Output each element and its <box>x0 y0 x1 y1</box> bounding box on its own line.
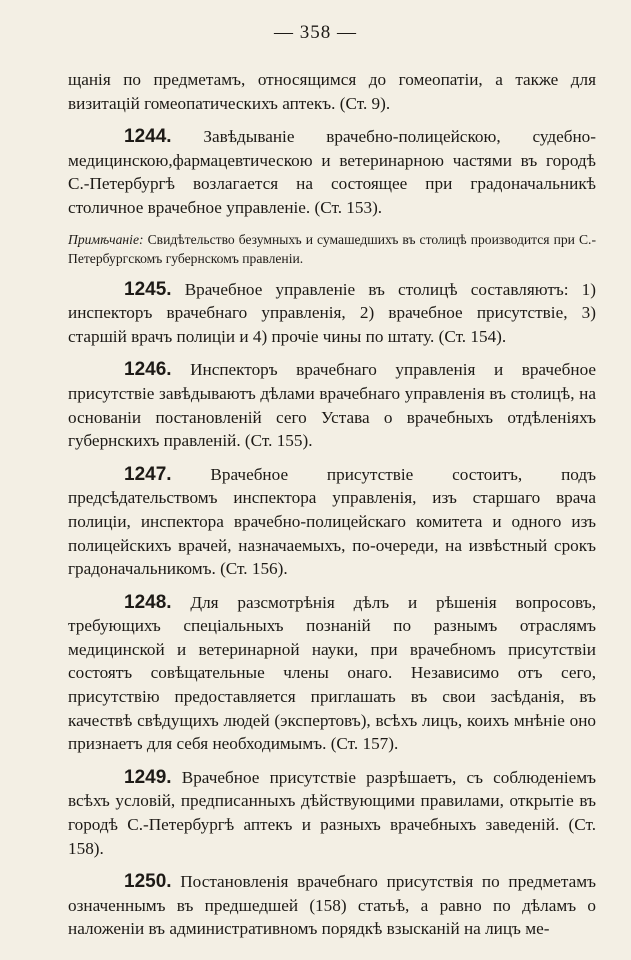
article-text: Постановленія врачебнаго присутствія по предметамъ означеннымъ въ предшедшей (158) статьѣ, а равно по дѣламъ о наложеніи въ административномъ порядкѣ взысканій на лицъ ме- <box>68 872 596 939</box>
article-number: 1244. <box>124 126 172 148</box>
article-1247 <box>68 463 596 581</box>
article-number: 1246. <box>124 359 172 381</box>
article-number: 1247. <box>124 463 172 485</box>
article-text: Для разсмотрѣнія дѣлъ и рѣшенія вопросовъ, требующихъ спеціальныхъ познаній по разнымъ отраслямъ медицинской и ветеринарной науки, при врачебномъ присутствіи состоятъ совѣщательные члены онаго. Независимо отъ сего, присутствію предоставляется приглашать въ свои засѣданія, въ качествѣ свѣдущихъ людей (экспертовъ), всѣхъ лицъ, коихъ мнѣніе оно признаетъ для себя необходимымъ. (Ст. 157). <box>68 592 596 754</box>
article-1245 <box>68 278 596 349</box>
article-text: Врачебное присутствіе состоитъ, подъ предсѣдательствомъ инспектора управленія, изъ старшаго врача полиціи, инспектора врачебно-полицейскаго комитета и одного изъ полицейскихъ врачей, назначаемыхъ, по-очереди, на извѣстный срокъ градоначальникомъ. (Ст. 156). <box>68 464 597 579</box>
article-1250 <box>68 870 596 941</box>
article-1246 <box>68 358 596 452</box>
article-number: 1248. <box>124 591 172 613</box>
article-text: Врачебное присутствіе разрѣшаетъ, съ соблюденіемъ всѣхъ условій, предписанныхъ дѣйствующими правилами, открытіе въ городѣ С.-Петербургѣ аптекъ и разныхъ врачебныхъ заведеній. (Ст. 158). <box>68 767 596 858</box>
article-text: Завѣдываніе врачебно-полицейскою, судебно-медицинскою,фармацевтическою и ветеринарною частями въ городѣ С.-Петербургѣ возлагается на состоящее при градоначальникѣ столичное врачебное управленіе. (Ст. 153). <box>68 127 597 217</box>
note-text: Свидѣтельство безумныхъ и сумашедшихъ въ столицѣ производится при С.-Петербургскомъ губернскомъ правленіи. <box>68 231 596 266</box>
article-number: 1250. <box>124 871 172 893</box>
article-number: 1249. <box>124 766 172 788</box>
article-text: Врачебное управленіе въ столицѣ составляютъ: 1) инспекторъ врачебнаго управленія, 2) врачебное присутствіе, 3) старшій врачъ полиціи и 4) прочіе чины по штату. (Ст. 154). <box>68 279 596 346</box>
note-label: Примѣчаніе: <box>68 231 144 247</box>
article-1249 <box>68 766 596 860</box>
document-body <box>68 68 596 941</box>
page-number: — 358 — <box>274 22 357 43</box>
article-1244 <box>68 125 596 219</box>
continuation-paragraph: щанія по предметамъ, относящимся до гомеопатіи, а также для визитацій гомеопатическихъ аптекъ. (Ст. 9). <box>68 70 596 113</box>
article-1248 <box>68 591 596 756</box>
article-text: Инспекторъ врачебнаго управленія и врачебное присутствіе завѣдываютъ дѣлами врачебнаго управленія въ столицѣ, на основаніи постановленій сего Устава о врачебныхъ отдѣленіяхъ губернскихъ правленій. (Ст. 155). <box>68 360 596 451</box>
note-paragraph <box>68 230 596 268</box>
article-number: 1245. <box>124 278 172 300</box>
